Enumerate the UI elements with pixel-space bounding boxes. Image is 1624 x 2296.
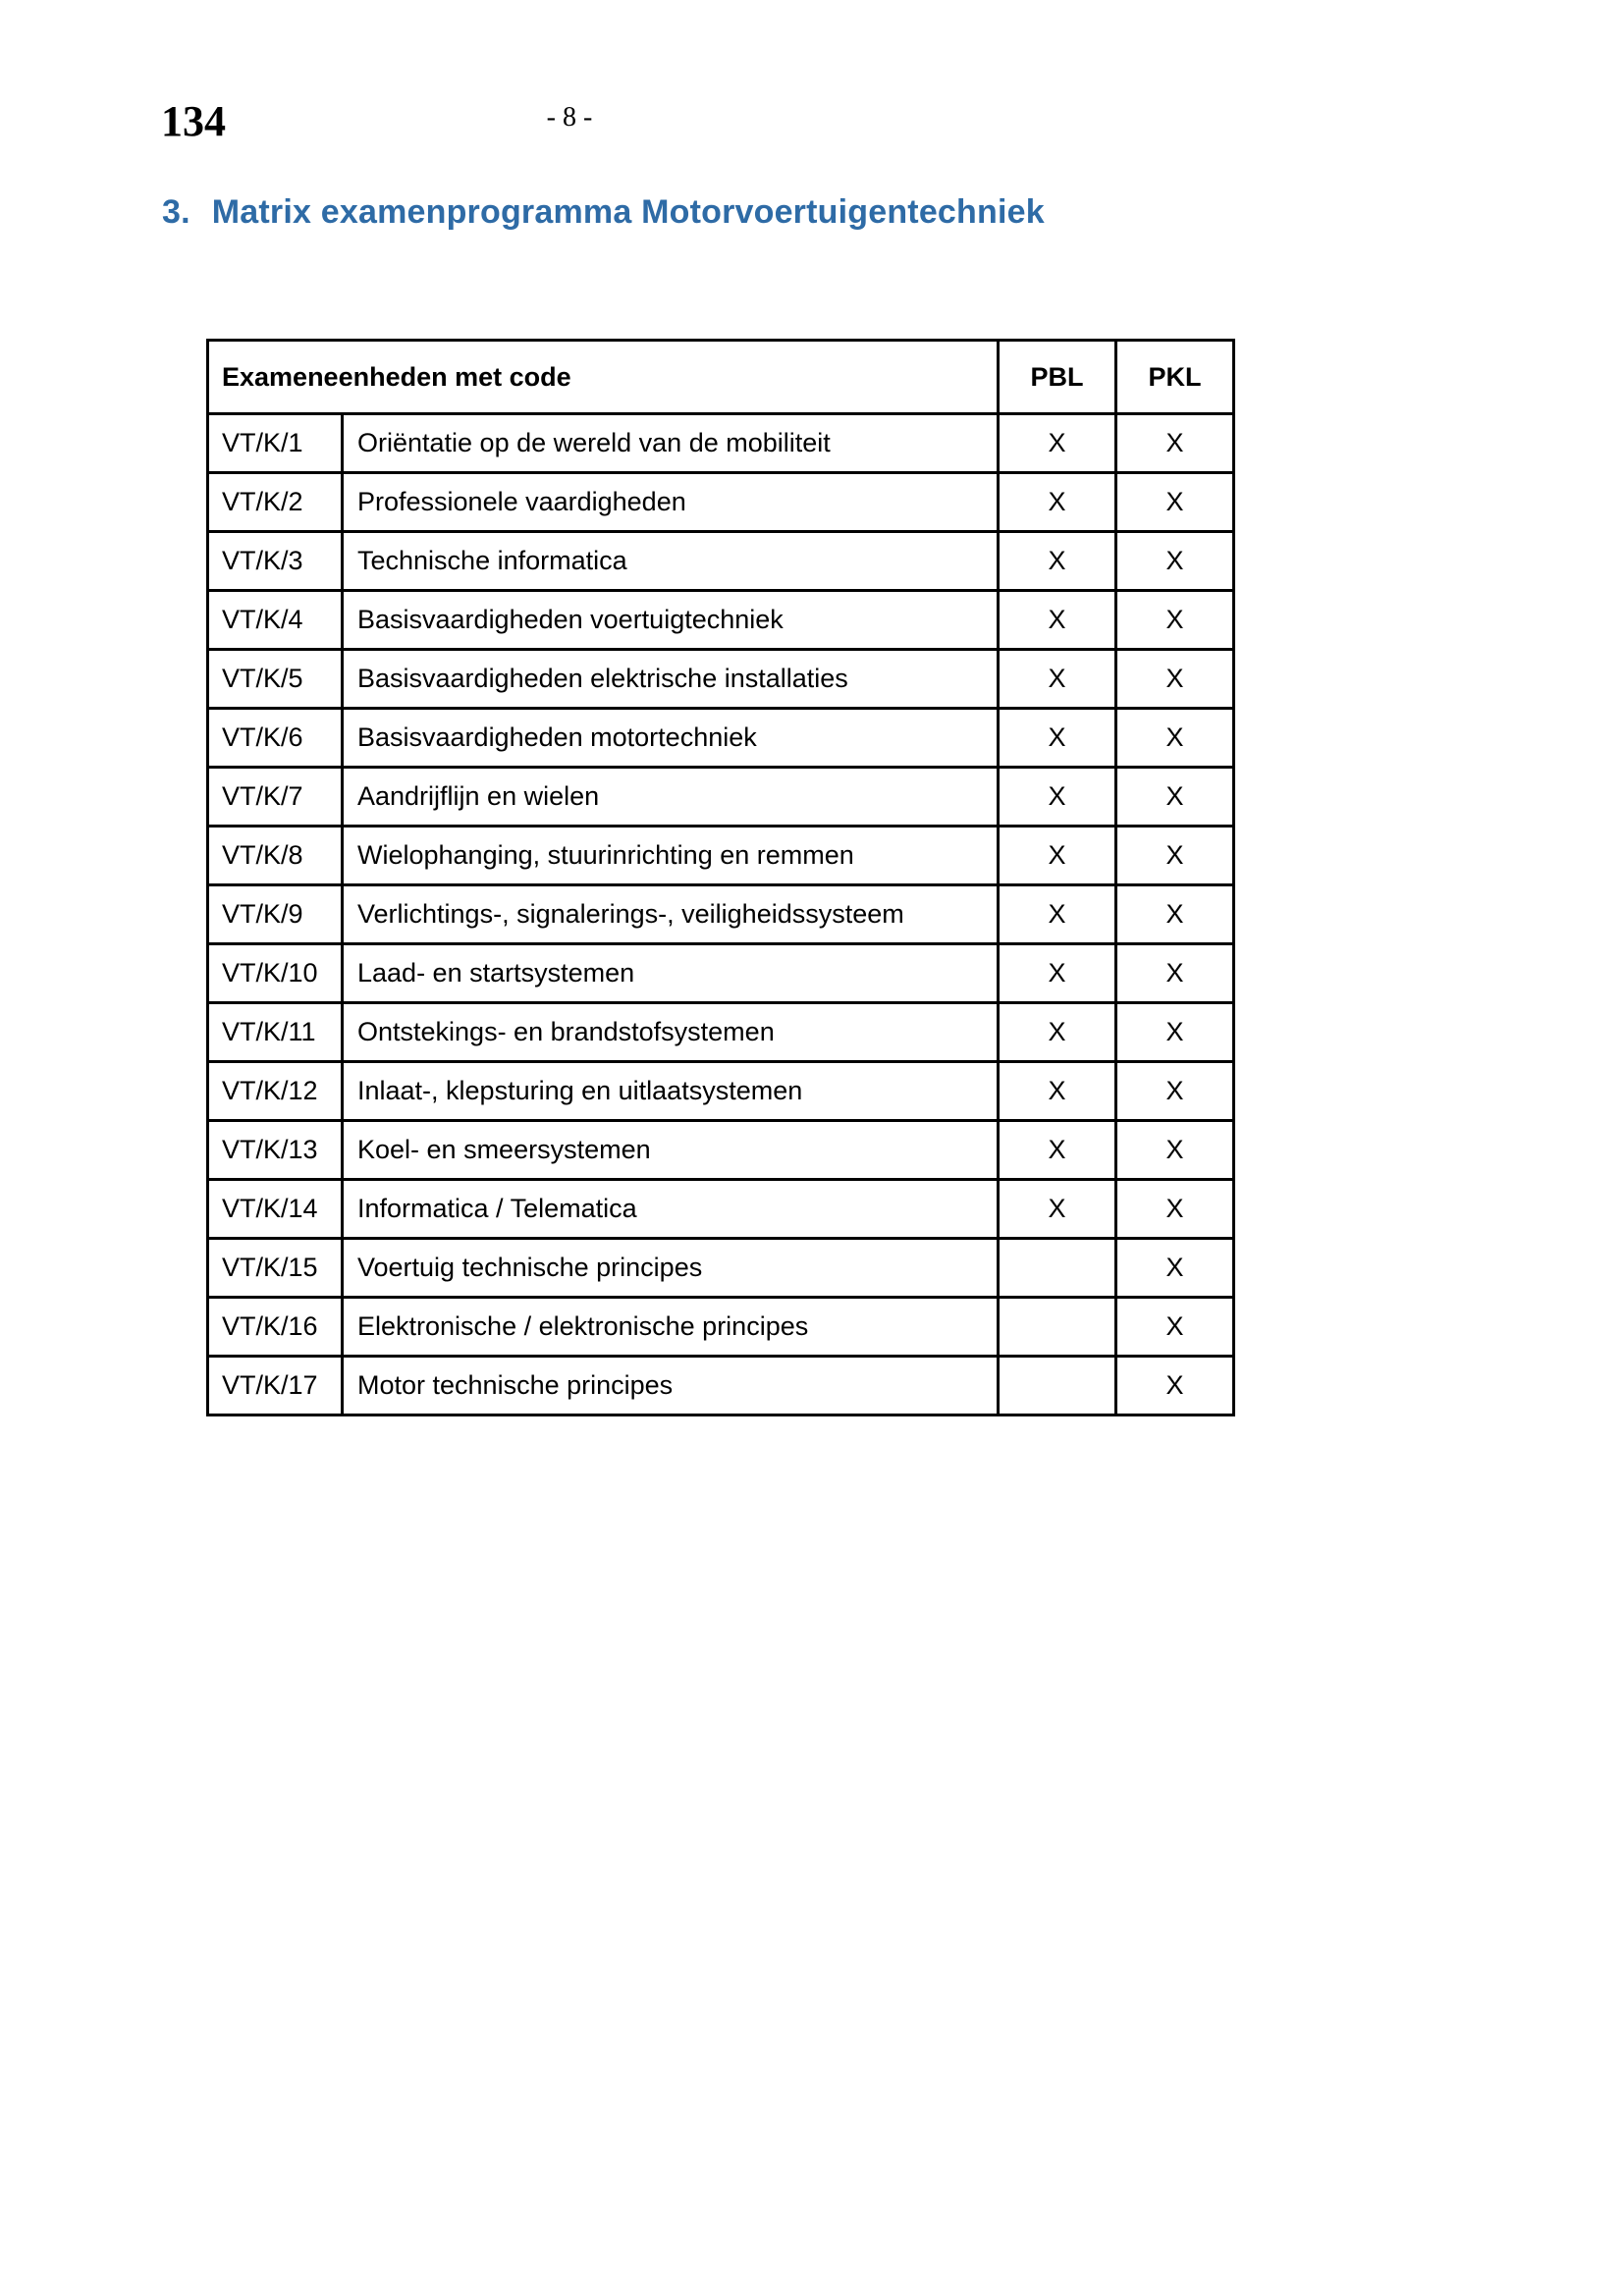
pkl-mark: X <box>1116 1121 1234 1180</box>
pbl-mark <box>999 1298 1116 1357</box>
table-row <box>208 768 1234 827</box>
row-title: Elektronische / elektronische principes <box>343 1298 999 1357</box>
table-row <box>208 473 1234 532</box>
pkl-mark: X <box>1116 1239 1234 1298</box>
row-title: Basisvaardigheden motortechniek <box>343 709 999 768</box>
row-title: Basisvaardigheden elektrische installaties <box>343 650 999 709</box>
row-code: VT/K/13 <box>208 1121 343 1180</box>
pbl-mark: X <box>999 944 1116 1003</box>
row-code: VT/K/14 <box>208 1180 343 1239</box>
table-row <box>208 1003 1234 1062</box>
row-code: VT/K/6 <box>208 709 343 768</box>
pkl-mark: X <box>1116 1357 1234 1415</box>
table-body <box>208 414 1234 1415</box>
pkl-mark: X <box>1116 709 1234 768</box>
pbl-mark: X <box>999 885 1116 944</box>
row-title: Voertuig technische principes <box>343 1239 999 1298</box>
pbl-mark: X <box>999 473 1116 532</box>
row-code: VT/K/11 <box>208 1003 343 1062</box>
row-code: VT/K/4 <box>208 591 343 650</box>
pbl-mark <box>999 1239 1116 1298</box>
pbl-mark: X <box>999 1062 1116 1121</box>
row-title: Informatica / Telematica <box>343 1180 999 1239</box>
table-header-row <box>208 341 1234 414</box>
row-title: Oriëntatie op de wereld van de mobiliteit <box>343 414 999 473</box>
pbl-mark: X <box>999 1180 1116 1239</box>
pkl-mark: X <box>1116 1062 1234 1121</box>
row-title: Verlichtings-, signalerings-, veiligheidssysteem <box>343 885 999 944</box>
pkl-mark: X <box>1116 591 1234 650</box>
pkl-mark: X <box>1116 1180 1234 1239</box>
column-header-pbl: PBL <box>999 341 1116 414</box>
row-code: VT/K/9 <box>208 885 343 944</box>
pkl-mark: X <box>1116 414 1234 473</box>
table-row <box>208 1298 1234 1357</box>
pbl-mark: X <box>999 1003 1116 1062</box>
pbl-mark: X <box>999 650 1116 709</box>
column-header-exameneenheden: Exameneenheden met code <box>208 341 999 414</box>
row-code: VT/K/7 <box>208 768 343 827</box>
pbl-mark: X <box>999 709 1116 768</box>
row-title: Inlaat-, klepsturing en uitlaatsystemen <box>343 1062 999 1121</box>
pbl-mark: X <box>999 532 1116 591</box>
pbl-mark: X <box>999 768 1116 827</box>
pkl-mark: X <box>1116 650 1234 709</box>
pbl-mark: X <box>999 591 1116 650</box>
table-row <box>208 885 1234 944</box>
running-head-page-marker: - 8 - <box>546 102 593 133</box>
row-title: Professionele vaardigheden <box>343 473 999 532</box>
pkl-mark: X <box>1116 1298 1234 1357</box>
table-row <box>208 414 1234 473</box>
section-heading-number: 3. <box>162 193 190 231</box>
row-code: VT/K/12 <box>208 1062 343 1121</box>
row-code: VT/K/10 <box>208 944 343 1003</box>
row-title: Ontstekings- en brandstofsystemen <box>343 1003 999 1062</box>
row-title: Motor technische principes <box>343 1357 999 1415</box>
pbl-mark <box>999 1357 1116 1415</box>
section-heading <box>162 193 1045 232</box>
table-row <box>208 944 1234 1003</box>
row-title: Laad- en startsystemen <box>343 944 999 1003</box>
row-title: Koel- en smeersystemen <box>343 1121 999 1180</box>
pkl-mark: X <box>1116 827 1234 885</box>
pkl-mark: X <box>1116 885 1234 944</box>
column-header-pkl: PKL <box>1116 341 1234 414</box>
row-code: VT/K/5 <box>208 650 343 709</box>
row-title: Technische informatica <box>343 532 999 591</box>
pbl-mark: X <box>999 1121 1116 1180</box>
table-row <box>208 709 1234 768</box>
row-title: Basisvaardigheden voertuigtechniek <box>343 591 999 650</box>
row-code: VT/K/1 <box>208 414 343 473</box>
row-code: VT/K/16 <box>208 1298 343 1357</box>
pkl-mark: X <box>1116 1003 1234 1062</box>
table-row <box>208 1239 1234 1298</box>
table-row <box>208 1121 1234 1180</box>
table-row <box>208 827 1234 885</box>
pkl-mark: X <box>1116 944 1234 1003</box>
row-title: Aandrijflijn en wielen <box>343 768 999 827</box>
pkl-mark: X <box>1116 768 1234 827</box>
table-row <box>208 650 1234 709</box>
table-row <box>208 1062 1234 1121</box>
row-title: Wielophanging, stuurinrichting en remmen <box>343 827 999 885</box>
row-code: VT/K/3 <box>208 532 343 591</box>
row-code: VT/K/15 <box>208 1239 343 1298</box>
table-row <box>208 591 1234 650</box>
table-row <box>208 1357 1234 1415</box>
pbl-mark: X <box>999 414 1116 473</box>
exam-matrix-table <box>206 339 1235 1416</box>
table-row <box>208 532 1234 591</box>
row-code: VT/K/17 <box>208 1357 343 1415</box>
row-code: VT/K/2 <box>208 473 343 532</box>
table-row <box>208 1180 1234 1239</box>
page-number: 134 <box>161 97 226 145</box>
section-heading-title: Matrix examenprogramma Motorvoertuigentechniek <box>211 193 1045 231</box>
row-code: VT/K/8 <box>208 827 343 885</box>
pkl-mark: X <box>1116 532 1234 591</box>
pbl-mark: X <box>999 827 1116 885</box>
pkl-mark: X <box>1116 473 1234 532</box>
